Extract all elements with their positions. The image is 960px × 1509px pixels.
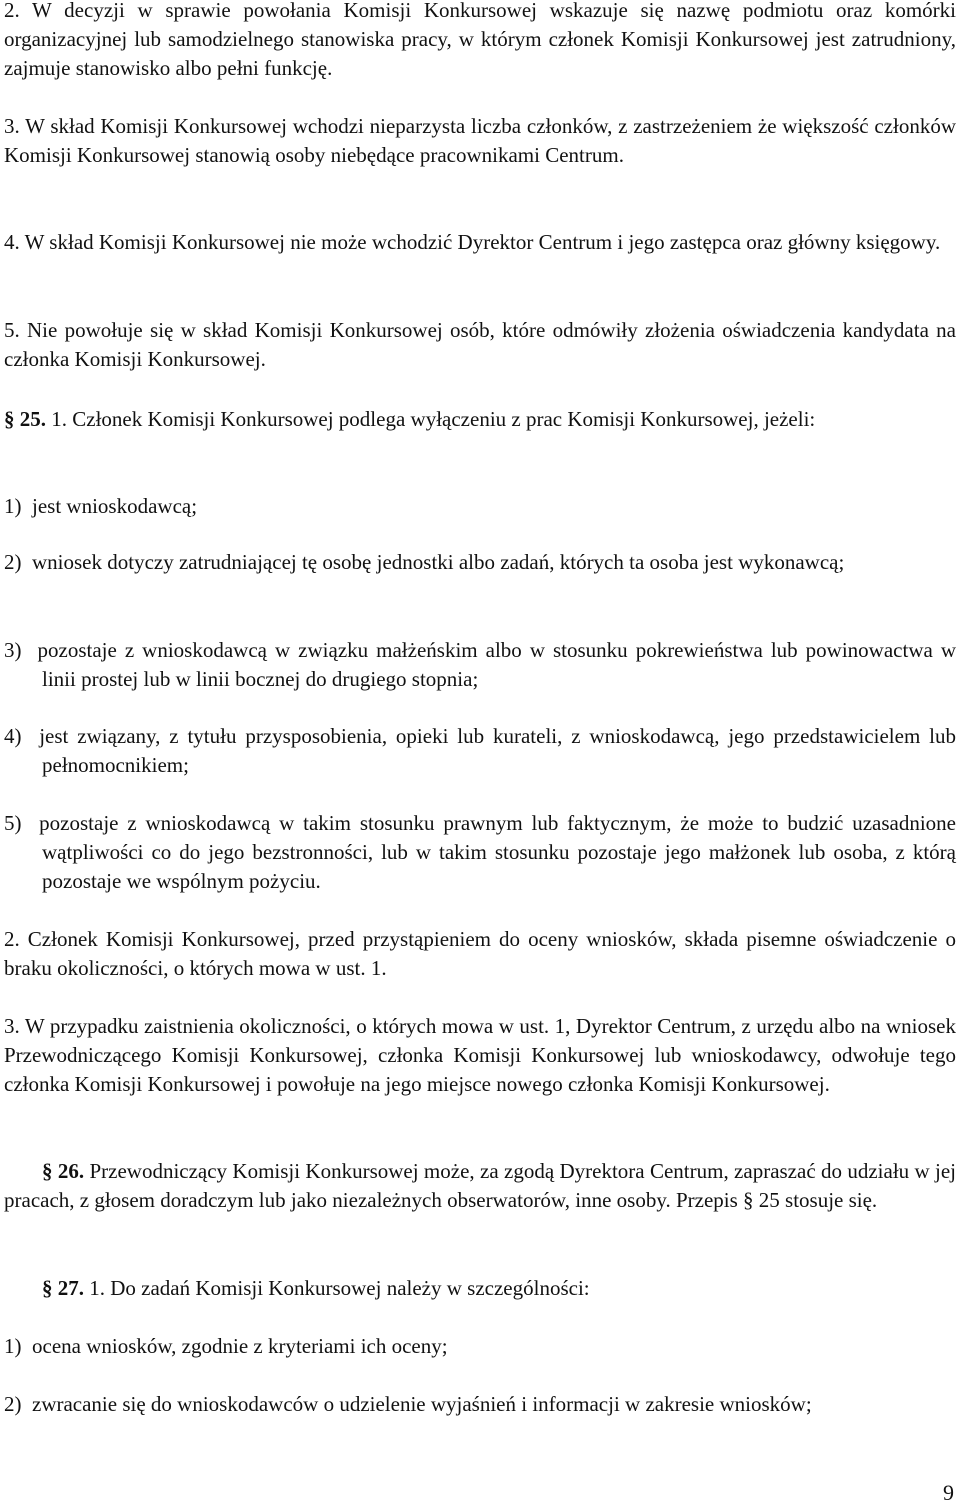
list-item: 3) pozostaje z wnioskodawcą w związku małżeńskim albo w stosunku pokrewieństwa lub powinowactwa w linii prostej lub w linii bocznej do drugiego stopnia; (4, 638, 956, 691)
list-item: 1) jest wnioskodawcą; (4, 494, 198, 518)
section-26-mark: § 26. (42, 1159, 85, 1183)
section-27-intro (4, 1274, 956, 1303)
section-25-intro (4, 405, 956, 434)
list-item: 1) ocena wniosków, zgodnie z kryteriami ich oceny; (4, 1334, 448, 1358)
paragraph-4: 4. W skład Komisji Konkursowej nie może wchodzić Dyrektor Centrum i jego zastępca oraz główny księgowy. (4, 230, 941, 254)
paragraph-3: 3. W skład Komisji Konkursowej wchodzi nieparzysta liczba członków, z zastrzeżeniem że większość członków Komisji Konkursowej stanowią osoby niebędące pracownikami Centrum. (4, 114, 956, 167)
section-25-paragraph-2: 2. Członek Komisji Konkursowej, przed przystąpieniem do oceny wniosków, składa pisemne oświadczenie o braku okoliczności, o których mowa w ust. 1. (4, 927, 956, 980)
page-number: 9 (943, 1480, 954, 1505)
paragraph-2: 2. W decyzji w sprawie powołania Komisji Konkursowej wskazuje się nazwę podmiotu oraz komórki organizacyjnej lub samodzielnego stanowiska pracy, w którym członek Komisji Konkursowej jest zatrudniony, zajmuje stanowisko albo pełni funkcję. (4, 0, 956, 80)
paragraph-5: 5. Nie powołuje się w skład Komisji Konkursowej osób, które odmówiły złożenia oświadczenia kandydata na członka Komisji Konkursowej. (4, 318, 956, 371)
section-26 (4, 1157, 956, 1215)
section-25-text: 1. Członek Komisji Konkursowej podlega wyłączeniu z prac Komisji Konkursowej, jeżeli: (46, 407, 816, 431)
section-25-mark: § 25. (4, 407, 46, 431)
section-26-text: Przewodniczący Komisji Konkursowej może, za zgodą Dyrektora Centrum, zapraszać do udziału w jej pracach, z głosem doradczym lub jako niezależnych obserwatorów, inne osoby. Przepis § 25 stosuje się. (4, 1159, 957, 1212)
section-27-mark: § 27. (42, 1276, 84, 1300)
list-item: 5) pozostaje z wnioskodawcą w takim stosunku prawnym lub faktycznym, że może to budzić uzasadnione wątpliwości co do jego bezstronności, lub w takim stosunku pozostaje jego małżonek lub osoba, z którą pozostaje we wspólnym pożyciu. (4, 811, 956, 893)
section-27-text: 1. Do zadań Komisji Konkursowej należy w szczególności: (84, 1276, 590, 1300)
list-item: 2) zwracanie się do wnioskodawców o udzielenie wyjaśnień i informacji w zakresie wniosków; (4, 1392, 812, 1416)
section-25-paragraph-3: 3. W przypadku zaistnienia okoliczności, o których mowa w ust. 1, Dyrektor Centrum, z urzędu albo na wniosek Przewodniczącego Komisji Konkursowej, członka Komisji Konkursowej lub wnioskodawcy, odwołuje tego członka Komisji Konkursowej i powołuje na jego miejsce nowego członka Komisji Konkursowej. (4, 1014, 956, 1096)
list-item: 2) wniosek dotyczy zatrudniającej tę osobę jednostki albo zadań, których ta osoba jest wykonawcą; (4, 550, 845, 574)
list-item: 4) jest związany, z tytułu przysposobienia, opieki lub kurateli, z wnioskodawcą, jego przedstawicielem lub pełnomocnikiem; (4, 724, 956, 777)
